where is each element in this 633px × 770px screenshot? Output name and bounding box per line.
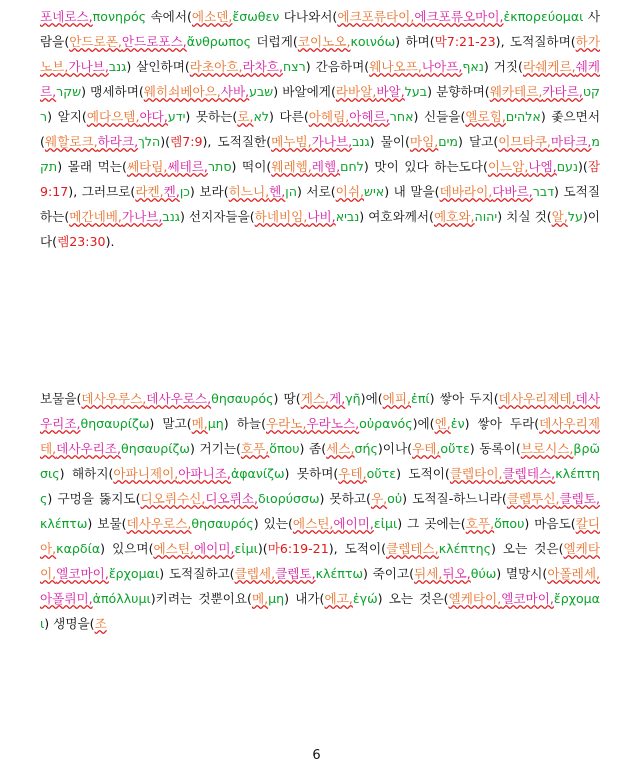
korean-text: ) 보라( bbox=[189, 184, 229, 199]
original-word: הן bbox=[285, 184, 297, 199]
original-word: σής bbox=[354, 441, 378, 456]
paragraph-1 bbox=[40, 4, 600, 254]
original-word: מים bbox=[438, 134, 458, 149]
original-word: ידע bbox=[167, 109, 186, 124]
transliteration: 에스틴, bbox=[292, 516, 334, 531]
transliteration: 예호와, bbox=[433, 209, 475, 224]
transliteration: 메누빔, bbox=[271, 134, 312, 149]
lemma-transliteration: 데사우로스, bbox=[146, 391, 212, 406]
lemma-transliteration: 레헴, bbox=[311, 159, 341, 174]
transliteration: 우라노, bbox=[266, 416, 307, 431]
lemma-transliteration: 포네로스, bbox=[40, 9, 93, 24]
lemma-transliteration: 클렙테스, bbox=[502, 466, 556, 481]
original-word: ἔρχομαι bbox=[40, 591, 600, 631]
korean-text: ) 거기는( bbox=[189, 441, 241, 456]
original-word: כן bbox=[179, 184, 190, 199]
korean-text: ) 맛이 있다 하는도다( bbox=[363, 159, 488, 174]
original-word: ἀφανίζω bbox=[230, 466, 285, 481]
lemma-transliteration: 데사우리조, bbox=[56, 441, 122, 456]
original-word: בעל bbox=[404, 84, 428, 99]
transliteration: 에피, bbox=[382, 391, 412, 406]
korean-text: )키려는 것뿐이요( bbox=[150, 591, 252, 606]
lemma-transliteration: 헨, bbox=[269, 184, 286, 199]
lemma-transliteration: 클렙토, bbox=[559, 491, 600, 506]
korean-text: ) 신들을( bbox=[413, 109, 466, 124]
lemma-transliteration: 나비, bbox=[307, 209, 336, 224]
lemma-transliteration: 에이미, bbox=[333, 516, 374, 531]
transliteration: 조 bbox=[94, 616, 107, 631]
korean-text: ) 도적질-하느니라( bbox=[402, 491, 507, 506]
original-word: ἐπί bbox=[411, 391, 430, 406]
lemma-transliteration: 클렙토, bbox=[275, 566, 316, 581]
transliteration: 쎄타림, bbox=[126, 159, 168, 174]
transliteration: 게스, bbox=[300, 391, 330, 406]
original-word: θησαυρίζω bbox=[121, 441, 190, 456]
page-number: 6 bbox=[312, 748, 321, 763]
korean-text: ) 여호와께서( bbox=[359, 209, 434, 224]
original-word: εἰμι bbox=[373, 516, 398, 531]
lemma-transliteration: 나엠, bbox=[528, 159, 557, 174]
korean-text: ) 멸망시( bbox=[496, 566, 548, 581]
lemma-transliteration: 쉐케르, bbox=[40, 59, 600, 99]
original-word: נביא bbox=[335, 209, 360, 224]
korean-text: ) 있으며( bbox=[100, 541, 154, 556]
korean-text: ) 몰래 먹는( bbox=[57, 159, 127, 174]
original-word: גנב bbox=[352, 134, 370, 149]
korean-text: ) 쌓아 두라( bbox=[464, 416, 540, 431]
original-word: κλέπτω bbox=[315, 566, 363, 581]
korean-text: ) 동록이( bbox=[469, 441, 521, 456]
transliteration: 하가노브, bbox=[40, 34, 600, 74]
transliteration: 로, bbox=[237, 109, 254, 124]
original-word: οὔτε bbox=[440, 441, 470, 456]
korean-text: ) 거짓( bbox=[483, 59, 523, 74]
korean-text: ) 살인하며( bbox=[126, 59, 190, 74]
original-word: אחר bbox=[389, 109, 414, 124]
korean-text: ) 도적이( bbox=[396, 466, 450, 481]
transliteration: 디오뤼수신, bbox=[140, 491, 206, 506]
original-word: גנב bbox=[108, 59, 127, 74]
lemma-transliteration: 게, bbox=[329, 391, 346, 406]
korean-text: ), 도적이( bbox=[328, 541, 387, 556]
korean-text: ) 내가( bbox=[284, 591, 325, 606]
transliteration: 코이노오, bbox=[297, 34, 351, 49]
original-word: הלך bbox=[138, 134, 161, 149]
original-word: κλέπτης bbox=[438, 541, 491, 556]
korean-text: 속에서( bbox=[146, 9, 192, 24]
original-word: שקר bbox=[56, 84, 82, 99]
transliteration: 히느니, bbox=[228, 184, 270, 199]
korean-text: )( bbox=[160, 134, 171, 149]
korean-text: )( bbox=[257, 541, 268, 556]
original-word: οὐρανός bbox=[359, 416, 413, 431]
transliteration: 뒤세, bbox=[414, 566, 443, 581]
original-word: מתק bbox=[40, 134, 600, 174]
transliteration: 웨카테르, bbox=[489, 84, 543, 99]
scripture-reference: 마6:19-21 bbox=[267, 541, 329, 556]
lemma-transliteration: 아파니조, bbox=[178, 466, 231, 481]
lemma-transliteration: 가나브, bbox=[68, 59, 109, 74]
korean-text: ) 쌓아 두지( bbox=[429, 391, 499, 406]
lemma-transliteration: 가나브, bbox=[311, 134, 353, 149]
transliteration: 데사우로스, bbox=[126, 516, 192, 531]
original-word: ἐγώ bbox=[352, 591, 378, 606]
lemma-transliteration: 뒤오, bbox=[442, 566, 471, 581]
korean-text: ), 그러므로( bbox=[68, 184, 136, 199]
transliteration: 에스틴, bbox=[153, 541, 195, 556]
korean-text: ) 해하지( bbox=[59, 466, 114, 481]
lemma-transliteration: 카타르, bbox=[542, 84, 583, 99]
original-word: לא bbox=[253, 109, 270, 124]
korean-text: )이나( bbox=[377, 441, 413, 456]
original-word: גנב bbox=[162, 209, 180, 224]
lemma-transliteration: 나아프, bbox=[421, 59, 463, 74]
korean-text: ) 간음하며( bbox=[305, 59, 370, 74]
korean-text: ) 못하는( bbox=[185, 109, 238, 124]
korean-text: ) 오는 것은( bbox=[490, 541, 564, 556]
korean-text: ) 죽이고( bbox=[363, 566, 415, 581]
original-word: רצח bbox=[282, 59, 306, 74]
transliteration: 아폴레세, bbox=[547, 566, 600, 581]
transliteration: 엔, bbox=[434, 416, 451, 431]
korean-text: )에( bbox=[412, 416, 435, 431]
original-word: μη bbox=[268, 591, 285, 606]
transliteration: 브로시스, bbox=[520, 441, 574, 456]
lemma-transliteration: 사바, bbox=[220, 84, 250, 99]
transliteration: 웨나오프, bbox=[369, 59, 422, 74]
korean-text: ) 도적질하는( bbox=[40, 184, 600, 224]
lemma-transliteration: 다바르, bbox=[492, 184, 533, 199]
korean-text: 보물을( bbox=[40, 391, 82, 406]
korean-text: 더럽게( bbox=[251, 34, 298, 49]
transliteration: 클렙테스, bbox=[386, 541, 439, 556]
scripture-reference: 렘23:30 bbox=[57, 234, 106, 249]
lemma-transliteration: 라차흐, bbox=[242, 59, 283, 74]
korean-text: ) 달고( bbox=[457, 134, 499, 149]
transliteration: 안드로폰, bbox=[69, 34, 122, 49]
original-word: סתר bbox=[207, 159, 232, 174]
original-word: μη bbox=[207, 416, 224, 431]
lemma-transliteration: 하라크, bbox=[97, 134, 139, 149]
original-word: ἐν bbox=[450, 416, 465, 431]
original-word: יהוה bbox=[474, 209, 498, 224]
transliteration: 엘로힘, bbox=[465, 109, 506, 124]
transliteration: 라쉐케르, bbox=[522, 59, 576, 74]
lemma-transliteration: 아폴뤼미, bbox=[40, 591, 93, 606]
korean-text: ) 마음도( bbox=[524, 516, 576, 531]
original-word: ἐκπορεύομαι bbox=[503, 9, 584, 24]
transliteration: 클렙세, bbox=[234, 566, 276, 581]
korean-text: ) 못하고( bbox=[319, 491, 371, 506]
korean-text: ), 도적질한( bbox=[202, 134, 272, 149]
korean-text: ) 그 곳에는( bbox=[397, 516, 466, 531]
original-word: γῆ bbox=[345, 391, 361, 406]
korean-text: ) 분향하며( bbox=[427, 84, 490, 99]
transliteration: 예다으템, bbox=[86, 109, 140, 124]
korean-text: )이다( bbox=[40, 209, 600, 249]
transliteration: 클렙투신, bbox=[506, 491, 560, 506]
transliteration: 메, bbox=[191, 416, 208, 431]
korean-text: ) 보물( bbox=[87, 516, 127, 531]
transliteration: 하네비임, bbox=[254, 209, 308, 224]
original-word: נאף bbox=[462, 59, 484, 74]
scripture-reference: 잠9:17 bbox=[40, 159, 600, 199]
lemma-transliteration: 엘코마이, bbox=[56, 566, 109, 581]
korean-text: ) 알지( bbox=[47, 109, 87, 124]
korean-text: ) 떡이( bbox=[231, 159, 272, 174]
transliteration: 이쉬, bbox=[335, 184, 365, 199]
transliteration: 아파니제이, bbox=[113, 466, 179, 481]
lemma-transliteration: 바알, bbox=[376, 84, 405, 99]
transliteration: 데사우리제테, bbox=[40, 416, 600, 456]
transliteration: 이므타쿠, bbox=[498, 134, 551, 149]
korean-text: ) 선지자들을( bbox=[179, 209, 255, 224]
original-word: θύω bbox=[470, 566, 497, 581]
original-word: θησαυρός bbox=[191, 516, 254, 531]
korean-text: ) 내 말을( bbox=[384, 184, 440, 199]
original-word: κοινόω bbox=[350, 34, 396, 49]
korean-text: ). bbox=[105, 234, 115, 249]
korean-text: ) 맹세하며( bbox=[81, 84, 144, 99]
lemma-transliteration: 에크포류오마이, bbox=[414, 9, 504, 24]
original-word: אלהים bbox=[505, 109, 541, 124]
original-word: εἰμι bbox=[234, 541, 258, 556]
original-word: κλέπτης bbox=[40, 466, 601, 506]
korean-text: ) 말고( bbox=[149, 416, 192, 431]
korean-text: ) 있는( bbox=[253, 516, 293, 531]
original-word: πονηρός bbox=[92, 9, 147, 24]
original-word: ὅπου bbox=[269, 441, 300, 456]
transliteration: 에소덴, bbox=[191, 9, 233, 24]
lemma-transliteration: 우라노스, bbox=[306, 416, 360, 431]
transliteration: 우테, bbox=[412, 441, 441, 456]
lemma-transliteration: 아헤르, bbox=[349, 109, 390, 124]
original-word: דבר bbox=[532, 184, 555, 199]
transliteration: 데바라이, bbox=[439, 184, 493, 199]
korean-text: )에( bbox=[360, 391, 383, 406]
korean-text: ) 좇으면서( bbox=[40, 109, 600, 149]
paragraph-2 bbox=[40, 386, 600, 636]
original-word: κλέπτω bbox=[40, 516, 88, 531]
original-word: ὅπου bbox=[494, 516, 525, 531]
lemma-transliteration: 가나브, bbox=[121, 209, 163, 224]
transliteration: 라켄, bbox=[135, 184, 164, 199]
lemma-transliteration: 야다, bbox=[139, 109, 168, 124]
lemma-transliteration: 엘코마이, bbox=[501, 591, 554, 606]
lemma-transliteration: 데사우리조, bbox=[40, 391, 601, 431]
original-word: διορύσσω bbox=[258, 491, 320, 506]
original-word: θησαυρίζω bbox=[80, 416, 150, 431]
korean-text: ) 다른( bbox=[269, 109, 309, 124]
korean-text: 다나와서( bbox=[279, 9, 338, 24]
transliteration: 엘케타이, bbox=[40, 541, 600, 581]
lemma-transliteration: 쎄테르, bbox=[167, 159, 208, 174]
korean-text: ) 물이( bbox=[369, 134, 410, 149]
transliteration: 라바알, bbox=[335, 84, 377, 99]
original-word: קטר bbox=[40, 84, 600, 124]
korean-text: )( bbox=[578, 159, 588, 174]
lemma-transliteration: 에이미, bbox=[194, 541, 235, 556]
original-word: ἔρχομαι bbox=[108, 566, 160, 581]
korean-text: ) 구멍을 뚫지도( bbox=[47, 491, 141, 506]
korean-text: ) 하늘( bbox=[223, 416, 266, 431]
korean-text: ) 치실 것( bbox=[497, 209, 552, 224]
transliteration: 우테, bbox=[338, 466, 367, 481]
original-word: איש bbox=[364, 184, 385, 199]
korean-text: ) 오는 것은( bbox=[377, 591, 449, 606]
transliteration: 메, bbox=[251, 591, 269, 606]
transliteration: 데사우리제테, bbox=[498, 391, 576, 406]
transliteration: 엘케타이, bbox=[448, 591, 502, 606]
transliteration: 세스, bbox=[326, 441, 355, 456]
original-word: לחם bbox=[340, 159, 364, 174]
transliteration: 마임, bbox=[409, 134, 439, 149]
original-word: οὔτε bbox=[366, 466, 397, 481]
transliteration: 호푸, bbox=[465, 516, 495, 531]
lemma-transliteration: 켄, bbox=[163, 184, 180, 199]
korean-text: ) 바알에게( bbox=[273, 84, 336, 99]
transliteration: 알, bbox=[551, 209, 568, 224]
korean-text: ) 생명을( bbox=[44, 616, 95, 631]
transliteration: 아헤림, bbox=[308, 109, 350, 124]
original-word: נעם bbox=[556, 159, 578, 174]
transliteration: 에고, bbox=[324, 591, 353, 606]
scripture-reference: 막7:21-23 bbox=[434, 34, 496, 49]
original-word: καρδία bbox=[56, 541, 101, 556]
transliteration: 이느암, bbox=[487, 159, 529, 174]
original-word: οὐ bbox=[387, 491, 403, 506]
korean-text: ) 하며( bbox=[395, 34, 435, 49]
original-word: βρῶσις bbox=[40, 441, 600, 481]
transliteration: 메간네베, bbox=[69, 209, 122, 224]
transliteration: 웨할로크, bbox=[44, 134, 98, 149]
korean-text: 사람을( bbox=[40, 9, 600, 49]
scripture-reference: 렘7:9 bbox=[170, 134, 203, 149]
transliteration: 우, bbox=[370, 491, 388, 506]
korean-text: ) 좀( bbox=[299, 441, 327, 456]
transliteration: 데사우루스, bbox=[81, 391, 147, 406]
lemma-transliteration: 디오뤼소, bbox=[205, 491, 259, 506]
korean-text: ) 못하며( bbox=[284, 466, 339, 481]
original-word: ἀπόλλυμι bbox=[92, 591, 151, 606]
original-word: על bbox=[567, 209, 583, 224]
transliteration: 칼디아, bbox=[40, 516, 601, 556]
original-word: ἔσωθεν bbox=[232, 9, 280, 24]
transliteration: 라초아흐, bbox=[189, 59, 243, 74]
korean-text: ) 도적질하고( bbox=[159, 566, 235, 581]
transliteration: 웨레헴, bbox=[271, 159, 312, 174]
transliteration: 호푸, bbox=[240, 441, 270, 456]
transliteration: 에크포류타이, bbox=[337, 9, 415, 24]
original-word: שבע bbox=[249, 84, 274, 99]
korean-text: ) 땅( bbox=[273, 391, 301, 406]
korean-text: ) 서로( bbox=[296, 184, 336, 199]
original-word: θησαυρός bbox=[211, 391, 274, 406]
korean-text: ), 도적질하며( bbox=[495, 34, 576, 49]
lemma-transliteration: 마타크, bbox=[550, 134, 592, 149]
original-word: ἄνθρωπος bbox=[186, 34, 252, 49]
lemma-transliteration: 안드로포스, bbox=[121, 34, 187, 49]
transliteration: 웨히쇠베아으, bbox=[143, 84, 221, 99]
transliteration: 클렙타이, bbox=[449, 466, 503, 481]
